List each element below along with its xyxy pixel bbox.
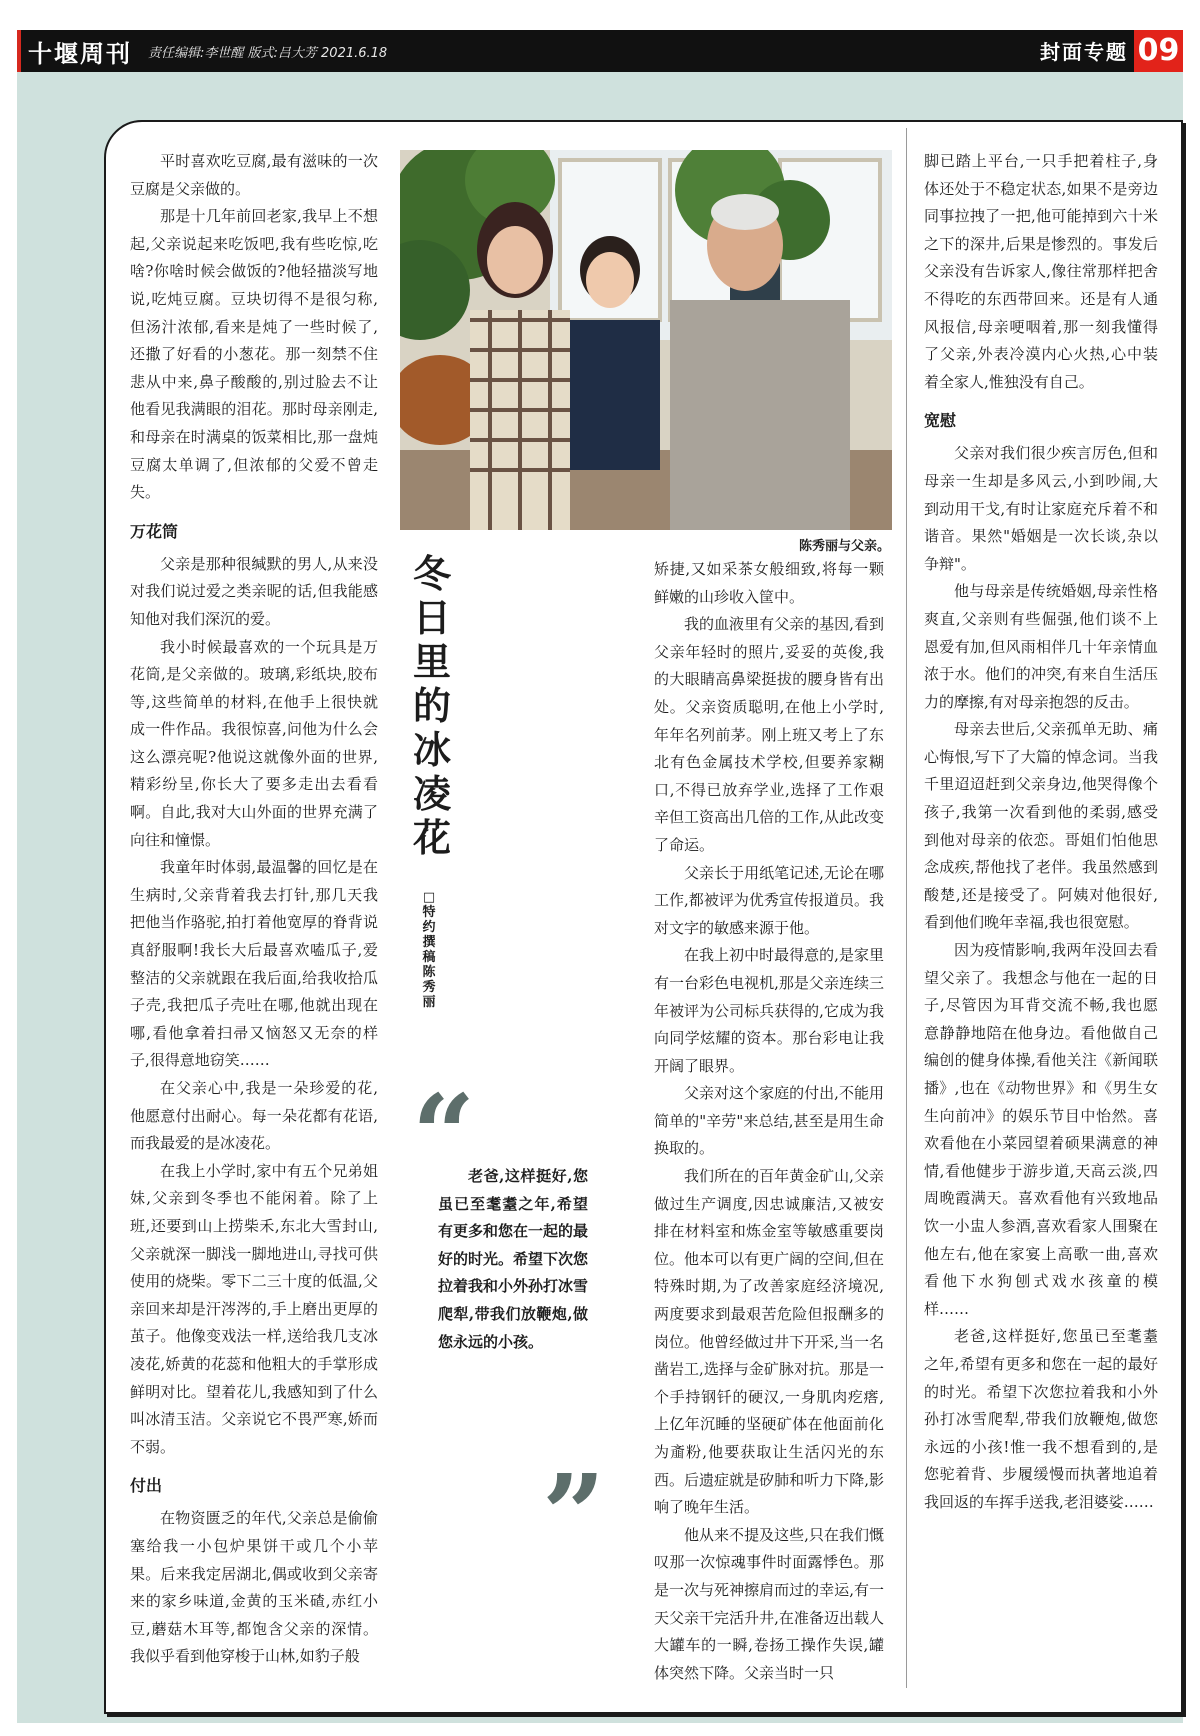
subheading-giving: 付出 [130, 1476, 163, 1496]
paragraph: 我们所在的百年黄金矿山,父亲做过生产调度,因忠诚廉洁,又被安排在材料室和炼金室等敏感重要岗位。他本可以有更广阔的空间,但在特殊时期,为了改善家庭经济境况,两度要求到最艰苦危险但报酬多的岗位。他曾经做过井下开采,当一名凿岩工,选择与金矿脉对抗。那是一个手持钢钎的硬汉,一身肌肉疙瘩,上亿年沉睡的坚硬矿体在他面前化为齑粉,他要获取让生活闪光的东西。后遗症就是矽肺和听力下降,影响了晚年生活。 [654, 1167, 884, 1517]
paragraph: 那是十几年前回老家,我早上不想起,父亲说起来吃饭吧,我有些吃惊,吃啥?你啥时候会做饭的?他轻描淡写地说,吃炖豆腐。豆块切得不是很匀称,但汤汁浓郁,看来是炖了一些时候了,还撒了好看的小葱花。那一刻禁不住悲从中来,鼻子酸酸的,别过脸去不让他看见我满眼的泪花。那时母亲刚走,和母亲在时满桌的饭菜相比,那一盘炖豆腐太单调了,但浓郁的父爱不曾走失。 [130, 207, 378, 502]
paragraph: 父亲是那种很缄默的男人,从来没对我们说过爱之类亲昵的话,但我能感知他对我们深沉的爱。 [130, 554, 378, 628]
article-title: 冬日里的冰凌花 [412, 551, 451, 860]
pull-quote [438, 1163, 588, 1356]
article-column-1 [130, 148, 378, 1671]
subheading-comfort: 宽慰 [924, 411, 957, 431]
article-column-4 [924, 148, 1158, 1517]
subheading-kaleidoscope: 万花筒 [130, 521, 179, 541]
quote-open-mark: “ [412, 1070, 476, 1199]
quote-close-mark: ” [542, 1450, 606, 1579]
paragraph: 脚已踏上平台,一只手把着柱子,身体还处于不稳定状态,如果不是旁边同事拉拽了一把,他可能掉到六十米之下的深井,后果是惨烈的。事发后父亲没有告诉家人,像往常那样把舍不得吃的东西带回来。还是有人通风报信,母亲哽咽着,那一刻我懂得了父亲,外表冷漠内心火热,心中装着全家人,惟独没有自己。 [924, 152, 1158, 391]
paragraph: 他与母亲是传统婚姻,母亲性格爽直,父亲则有些倔强,他们谈不上恩爱有加,但风雨相伴几十年亲情血浓于水。他们的冲突,有来自生活压力的摩擦,有对母亲抱怨的反击。 [924, 582, 1158, 711]
paragraph: 母亲去世后,父亲孤单无助、痛心悔恨,写下了大篇的悼念词。当我千里迢迢赶到父亲身边,他哭得像个孩子,我第一次看到他的柔弱,感受到他对母亲的依恋。哥姐们怕他思念成疾,帮他找了老伴。我虽然感到酸楚,还是接受了。阿姨对他很好,看到他们晚年幸福,我也很宽慰。 [924, 720, 1158, 932]
paragraph: 因为疫情影响,我两年没回去看望父亲了。我想念与他在一起的日子,尽管因为耳背交流不畅,我也愿意静静地陪在他身边。看他做自己编创的健身体操,看他关注《新闻联播》,也在《动物世界》和《男生女生向前冲》的娱乐节目中怡然。喜欢看他在小菜园望着硕果满意的神情,看他健步于游步道,天高云淡,四周晚霞满天。喜欢看他有兴致地品饮一小盅人参酒,喜欢看家人围聚在他左右,他在家宴上高歌一曲,喜欢看他下水狗刨式戏水孩童的模样…… [924, 941, 1158, 1318]
page-number: 09 [1134, 30, 1183, 72]
newspaper-brand: 十堰周刊 [28, 39, 132, 68]
paragraph: 在物资匮乏的年代,父亲总是偷偷塞给我一小包炉果饼干或几个小苹果。后来我定居湖北,偶或收到父亲寄来的家乡味道,金黄的玉米碴,赤红小豆,蘑菇木耳等,都饱含父亲的深情。我似乎看到他穿梭于山林,如豹子般 [130, 1509, 378, 1666]
paragraph: 我的血液里有父亲的基因,看到父亲年轻时的照片,妥妥的英俊,我的大眼睛高鼻梁挺拔的腰身皆有出处。父亲资质聪明,在他上小学时,年年名列前茅。刚上班又考上了东北有色金属技术学校,但要养家糊口,不得已放弃学业,选择了工作艰辛但工资高出几倍的工作,从此改变了命运。 [654, 615, 884, 854]
column-divider [906, 128, 907, 1688]
paragraph: 他从来不提及这些,只在我们慨叹那一次惊魂事件时面露悸色。那是一次与死神擦肩而过的幸运,有一天父亲干完活升井,在准备迈出载人大罐车的一瞬,卷扬工操作失误,罐体突然下降。父亲当时一只 [654, 1525, 884, 1682]
paragraph: 老爸,这样挺好,您虽已至耄耋之年,希望有更多和您在一起的最好的时光。希望下次您拉着我和小外孙打冰雪爬犁,带我们放鞭炮,做您永远的小孩!惟一我不想看到的,是您驼着背、步履缓慢而执著地追着我回返的车挥手送我,老泪婆娑…… [924, 1327, 1158, 1511]
paragraph: 矫捷,又如采茶女般细致,将每一颗鲜嫩的山珍收入筐中。 [654, 560, 884, 606]
masthead-accent [17, 30, 21, 72]
paragraph: 父亲对我们很少疾言厉色,但和母亲一生却是多风云,小到吵闹,大到动用干戈,有时让家庭充斥着不和谐音。果然"婚姻是一次长谈,杂以争辩"。 [924, 444, 1158, 573]
pull-quote-text: 老爸,这样挺好,您虽已至耄耋之年,希望有更多和您在一起的最好的时光。希望下次您拉着我和小外孙打冰雪爬犁,带我们放鞭炮,做您永远的小孩。 [438, 1167, 589, 1351]
edition-meta: 责任编辑:李世醒 版式:吕大芳 2021.6.18 [148, 46, 388, 61]
photo-caption: 陈秀丽与父亲。 [798, 539, 890, 554]
paragraph: 父亲对这个家庭的付出,不能用简单的"辛劳"来总结,甚至是用生命换取的。 [654, 1084, 884, 1158]
paragraph: 平时喜欢吃豆腐,最有滋味的一次豆腐是父亲做的。 [130, 152, 378, 198]
paragraph: 在我上小学时,家中有五个兄弟姐妹,父亲到冬季也不能闲着。除了上班,还要到山上捞柴禾,东北大雪封山,父亲就深一脚浅一脚地进山,寻找可供使用的烧柴。零下二三十度的低温,父亲回来却是汗涔涔的,手上磨出更厚的茧子。他像变戏法一样,送给我几支冰凌花,娇黄的花蕊和他粗大的手掌形成鲜明对比。望着花儿,我感知到了什么叫冰清玉洁。父亲说它不畏严寒,娇而不弱。 [130, 1161, 378, 1456]
byline: □特约撰稿 陈秀丽 [422, 890, 436, 1010]
paragraph: 我小时候最喜欢的一个玩具是万花筒,是父亲做的。玻璃,彩纸块,胶布等,这些简单的材料,在他手上很快就成一件作品。我很惊喜,问他为什么会这么漂亮呢?他说这就像外面的世界,精彩纷呈,你长大了要多走出去看看啊。自此,我对大山外面的世界充满了向往和憧憬。 [130, 637, 378, 849]
paragraph: 在我上初中时最得意的,是家里有一台彩色电视机,那是父亲连续三年被评为公司标兵获得的,它成为我向同学炫耀的资本。那台彩电让我开阔了眼界。 [654, 946, 884, 1075]
section-title: 封面专题 [1040, 40, 1128, 64]
paragraph: 我童年时体弱,最温馨的回忆是在生病时,父亲背着我去打针,那几天我把他当作骆驼,拍打着他宽厚的脊背说真舒服啊!我长大后最喜欢嗑瓜子,爱整洁的父亲就跟在我后面,给我收拾瓜子壳,我把瓜子壳吐在哪,他就出现在哪,看他拿着扫帚又恼怒又无奈的样子,很得意地窃笑…… [130, 858, 378, 1070]
paragraph: 在父亲心中,我是一朵珍爱的花,他愿意付出耐心。每一朵花都有花语,而我最爱的是冰凌花。 [130, 1079, 378, 1153]
family-photo [400, 150, 892, 530]
article-column-3 [654, 556, 884, 1687]
paragraph: 父亲长于用纸笔记述,无论在哪工作,都被评为优秀宣传报道员。我对文字的敏感来源于他。 [654, 863, 884, 937]
